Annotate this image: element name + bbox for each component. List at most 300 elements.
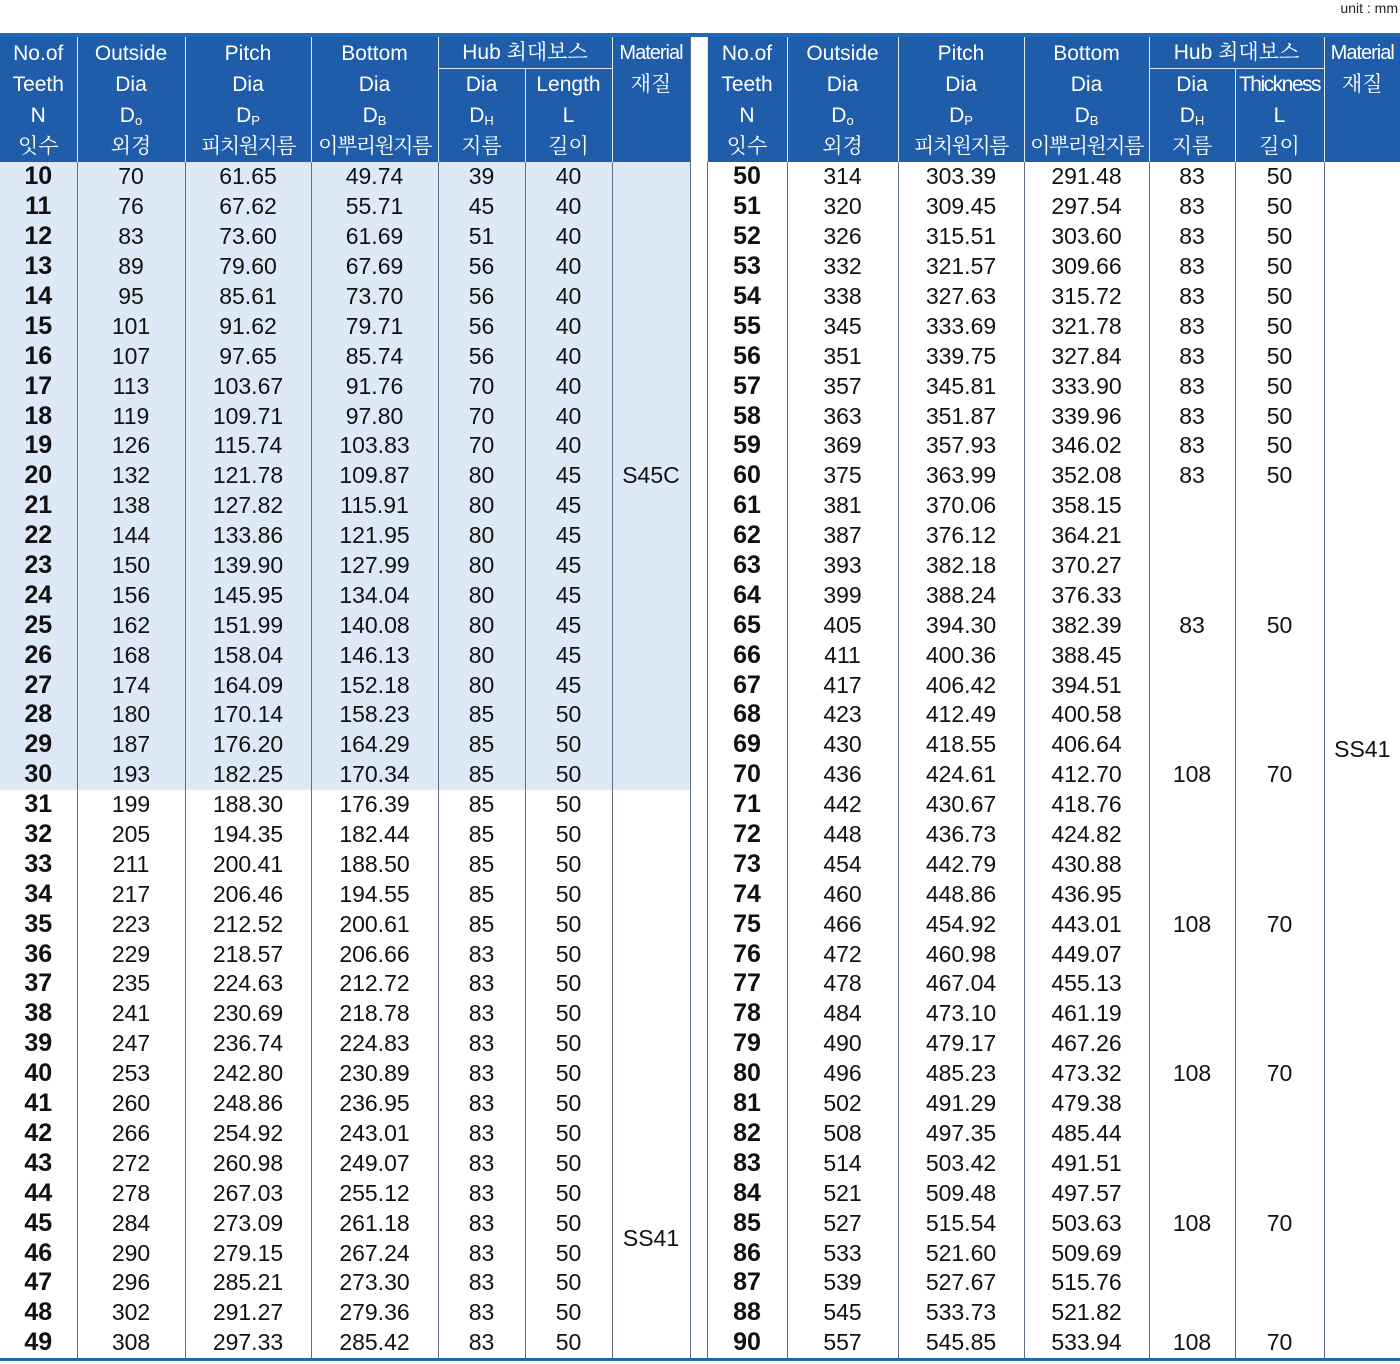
cell-outside-dia: 502 <box>787 1089 898 1119</box>
col-header-hub-right: Hub 최대보스 <box>1149 37 1324 69</box>
col-header-hub-dia-right: Dia $D_H$ 지름 <box>1149 69 1235 163</box>
cell-hub-length <box>1235 1268 1324 1298</box>
cell-teeth: 12 <box>0 222 77 252</box>
cell-hub-dia <box>1149 1089 1235 1119</box>
cell-bottom-dia: 230.89 <box>311 1059 438 1089</box>
cell-hub-length: 40 <box>525 162 612 192</box>
cell-outside-dia: 174 <box>77 670 185 700</box>
cell-outside-dia: 308 <box>77 1328 185 1358</box>
cell-hub-dia <box>1149 1298 1235 1328</box>
cell-teeth: 81 <box>707 1089 787 1119</box>
cell-outside-dia: 132 <box>77 461 185 491</box>
cell-pitch-dia: 315.51 <box>898 222 1024 252</box>
cell-outside-dia: 223 <box>77 909 185 939</box>
cell-hub-dia: 80 <box>438 461 525 491</box>
cell-teeth: 20 <box>0 461 77 491</box>
cell-bottom-dia: 406.64 <box>1024 730 1149 760</box>
cell-pitch-dia: 242.80 <box>185 1059 311 1089</box>
cell-outside-dia: 278 <box>77 1178 185 1208</box>
cell-outside-dia: 253 <box>77 1059 185 1089</box>
cell-hub-dia <box>1149 551 1235 581</box>
cell-hub-length: 45 <box>525 580 612 610</box>
material-cell: SS41 <box>1324 162 1400 1358</box>
col-header-teeth-right: No.of Teeth N 잇수 <box>707 37 787 162</box>
cell-pitch-dia: 430.67 <box>898 790 1024 820</box>
cell-outside-dia: 527 <box>787 1208 898 1238</box>
cell-bottom-dia: 509.69 <box>1024 1238 1149 1268</box>
cell-hub-dia: 80 <box>438 551 525 581</box>
cell-hub-length <box>1235 700 1324 730</box>
cell-teeth: 57 <box>707 371 787 401</box>
cell-hub-length <box>1235 1178 1324 1208</box>
cell-outside-dia: 454 <box>787 849 898 879</box>
cell-outside-dia: 460 <box>787 879 898 909</box>
cell-hub-length <box>1235 939 1324 969</box>
cell-hub-dia: 83 <box>438 1268 525 1298</box>
cell-bottom-dia: 370.27 <box>1024 551 1149 581</box>
cell-pitch-dia: 503.42 <box>898 1148 1024 1178</box>
cell-hub-dia: 83 <box>438 969 525 999</box>
cell-hub-dia: 56 <box>438 341 525 371</box>
cell-outside-dia: 514 <box>787 1148 898 1178</box>
cell-hub-length: 50 <box>1235 431 1324 461</box>
cell-pitch-dia: 109.71 <box>185 401 311 431</box>
cell-hub-length: 50 <box>525 999 612 1029</box>
cell-teeth: 25 <box>0 610 77 640</box>
cell-outside-dia: 417 <box>787 670 898 700</box>
cell-bottom-dia: 140.08 <box>311 610 438 640</box>
cell-teeth: 56 <box>707 341 787 371</box>
cell-pitch-dia: 73.60 <box>185 222 311 252</box>
cell-pitch-dia: 521.60 <box>898 1238 1024 1268</box>
cell-teeth: 37 <box>24 969 53 998</box>
cell-bottom-dia: 521.82 <box>1024 1298 1149 1328</box>
cell-outside-dia: 235 <box>77 969 185 999</box>
cell-hub-length: 40 <box>525 401 612 431</box>
cell-hub-length <box>1235 1238 1324 1268</box>
cell-hub-length: 70 <box>1235 1328 1324 1358</box>
cell-teeth: 80 <box>707 1059 787 1089</box>
cell-pitch-dia: 158.04 <box>185 640 311 670</box>
cell-outside-dia: 490 <box>787 1029 898 1059</box>
cell-outside-dia: 326 <box>787 222 898 252</box>
cell-outside-dia: 217 <box>77 879 185 909</box>
cell-bottom-dia: 455.13 <box>1024 969 1149 999</box>
cell-hub-length <box>1235 1148 1324 1178</box>
cell-hub-length <box>1235 820 1324 850</box>
cell-hub-dia: 83 <box>1149 192 1235 222</box>
cell-hub-dia: 70 <box>438 401 525 431</box>
cell-hub-dia: 56 <box>438 252 525 282</box>
cell-bottom-dia: 188.50 <box>311 849 438 879</box>
cell-hub-length <box>1235 969 1324 999</box>
cell-hub-length: 50 <box>525 849 612 879</box>
cell-hub-dia: 83 <box>438 1208 525 1238</box>
cell-bottom-dia: 400.58 <box>1024 700 1149 730</box>
cell-hub-length: 50 <box>525 700 612 730</box>
cell-outside-dia: 193 <box>77 760 185 790</box>
cell-pitch-dia: 376.12 <box>898 521 1024 551</box>
cell-hub-length: 50 <box>525 1268 612 1298</box>
cell-outside-dia: 496 <box>787 1059 898 1089</box>
cell-teeth: 31 <box>24 790 53 819</box>
cell-hub-length: 50 <box>1235 192 1324 222</box>
cell-outside-dia: 411 <box>787 640 898 670</box>
col-header-hub-thickness-right: Thickness L 길이 <box>1235 69 1324 163</box>
cell-bottom-dia: 352.08 <box>1024 461 1149 491</box>
cell-outside-dia: 332 <box>787 252 898 282</box>
cell-pitch-dia: 467.04 <box>898 969 1024 999</box>
cell-hub-dia: 56 <box>438 282 525 312</box>
cell-hub-dia: 108 <box>1149 760 1235 790</box>
cell-teeth: 84 <box>707 1178 787 1208</box>
cell-teeth: 18 <box>0 401 77 431</box>
cell-hub-dia: 85 <box>438 730 525 760</box>
cell-pitch-dia: 497.35 <box>898 1119 1024 1149</box>
cell-bottom-dia: 388.45 <box>1024 640 1149 670</box>
cell-hub-length: 50 <box>525 879 612 909</box>
cell-bottom-dia: 273.30 <box>311 1268 438 1298</box>
cell-hub-dia: 85 <box>438 700 525 730</box>
cell-outside-dia: 211 <box>77 849 185 879</box>
cell-teeth: 78 <box>707 999 787 1029</box>
cell-hub-dia: 80 <box>438 521 525 551</box>
cell-pitch-dia: 327.63 <box>898 282 1024 312</box>
cell-bottom-dia: 103.83 <box>311 431 438 461</box>
cell-pitch-dia: 339.75 <box>898 341 1024 371</box>
cell-hub-length: 45 <box>525 491 612 521</box>
cell-bottom-dia: 97.80 <box>311 401 438 431</box>
cell-hub-length <box>1235 521 1324 551</box>
cell-bottom-dia: 515.76 <box>1024 1268 1149 1298</box>
cell-outside-dia: 423 <box>787 700 898 730</box>
cell-teeth: 46 <box>24 1238 53 1267</box>
cell-bottom-dia: 364.21 <box>1024 521 1149 551</box>
cell-hub-dia: 85 <box>438 760 525 790</box>
cell-teeth: 71 <box>707 790 787 820</box>
cell-bottom-dia: 358.15 <box>1024 491 1149 521</box>
col-header-hub-length: Length L 길이 <box>525 69 612 163</box>
cell-pitch-dia: 291.27 <box>185 1298 311 1328</box>
cell-hub-dia: 83 <box>1149 252 1235 282</box>
cell-teeth: 61 <box>707 491 787 521</box>
cell-bottom-dia: 200.61 <box>311 909 438 939</box>
cell-bottom-dia: 279.36 <box>311 1298 438 1328</box>
cell-pitch-dia: 61.65 <box>185 162 311 192</box>
cell-hub-length: 50 <box>1235 401 1324 431</box>
cell-hub-dia <box>1149 939 1235 969</box>
col-header-material: Material 재질 <box>612 37 690 162</box>
cell-teeth: 36 <box>24 939 53 968</box>
cell-outside-dia: 89 <box>77 252 185 282</box>
cell-bottom-dia: 394.51 <box>1024 670 1149 700</box>
material-cell: SS41 <box>612 790 690 1358</box>
material-cell: S45C <box>612 162 690 790</box>
cell-hub-length: 40 <box>525 282 612 312</box>
table-body <box>0 162 1400 1358</box>
header-row <box>0 37 1400 69</box>
cell-pitch-dia: 400.36 <box>898 640 1024 670</box>
cell-hub-dia <box>1149 820 1235 850</box>
cell-hub-length: 50 <box>525 1238 612 1268</box>
cell-teeth: 40 <box>24 1059 53 1088</box>
col-header-outside-dia: Outside Dia $D_o$ 외경 <box>77 37 185 162</box>
cell-bottom-dia: 249.07 <box>311 1148 438 1178</box>
cell-bottom-dia: 430.88 <box>1024 849 1149 879</box>
cell-outside-dia: 442 <box>787 790 898 820</box>
cell-outside-dia: 387 <box>787 521 898 551</box>
cell-teeth: 76 <box>707 939 787 969</box>
cell-hub-dia: 83 <box>438 1059 525 1089</box>
cell-teeth: 10 <box>0 162 77 192</box>
cell-hub-length: 50 <box>1235 162 1324 192</box>
cell-outside-dia: 138 <box>77 491 185 521</box>
cell-pitch-dia: 460.98 <box>898 939 1024 969</box>
cell-teeth: 47 <box>24 1268 53 1297</box>
cell-bottom-dia: 297.54 <box>1024 192 1149 222</box>
col-header-hub: Hub 최대보스 <box>438 37 612 69</box>
cell-hub-dia <box>1149 849 1235 879</box>
cell-hub-dia: 80 <box>438 610 525 640</box>
cell-outside-dia: 241 <box>77 999 185 1029</box>
cell-teeth: 53 <box>707 252 787 282</box>
cell-teeth: 15 <box>0 311 77 341</box>
cell-hub-length: 50 <box>1235 341 1324 371</box>
cell-bottom-dia: 85.74 <box>311 341 438 371</box>
cell-pitch-dia: 200.41 <box>185 849 311 879</box>
cell-hub-dia <box>1149 999 1235 1029</box>
cell-teeth: 60 <box>707 461 787 491</box>
cell-bottom-dia: 79.71 <box>311 311 438 341</box>
cell-teeth: 49 <box>24 1328 53 1357</box>
cell-outside-dia: 113 <box>77 371 185 401</box>
cell-teeth: 41 <box>24 1089 53 1118</box>
cell-outside-dia: 168 <box>77 640 185 670</box>
cell-bottom-dia: 134.04 <box>311 580 438 610</box>
cell-teeth: 83 <box>707 1148 787 1178</box>
cell-pitch-dia: 406.42 <box>898 670 1024 700</box>
cell-hub-length: 50 <box>525 1298 612 1328</box>
col-header-pitch-dia-right: Pitch Dia $D_P$ 피치원지름 <box>898 37 1024 162</box>
cell-hub-length <box>1235 640 1324 670</box>
cell-teeth: 82 <box>707 1119 787 1149</box>
cell-hub-length: 70 <box>1235 1059 1324 1089</box>
cell-teeth: 86 <box>707 1238 787 1268</box>
cell-hub-dia: 85 <box>438 909 525 939</box>
cell-bottom-dia: 285.42 <box>311 1328 438 1358</box>
cell-outside-dia: 345 <box>787 311 898 341</box>
cell-hub-length: 70 <box>1235 1208 1324 1238</box>
cell-bottom-dia: 461.19 <box>1024 999 1149 1029</box>
cell-bottom-dia: 309.66 <box>1024 252 1149 282</box>
cell-bottom-dia: 236.95 <box>311 1089 438 1119</box>
cell-teeth: 85 <box>707 1208 787 1238</box>
cell-hub-dia: 85 <box>438 820 525 850</box>
cell-pitch-dia: 351.87 <box>898 401 1024 431</box>
cell-hub-length: 50 <box>1235 282 1324 312</box>
cell-bottom-dia: 152.18 <box>311 670 438 700</box>
col-header-bottom-dia: Bottom Dia $D_B$ 이뿌리원지름 <box>311 37 438 162</box>
cell-bottom-dia: 533.94 <box>1024 1328 1149 1358</box>
cell-hub-length <box>1235 999 1324 1029</box>
cell-hub-dia: 83 <box>1149 162 1235 192</box>
cell-hub-dia: 83 <box>438 1178 525 1208</box>
cell-teeth: 11 <box>0 192 77 222</box>
cell-hub-dia: 83 <box>1149 610 1235 640</box>
cell-hub-length: 50 <box>525 1208 612 1238</box>
cell-hub-dia: 80 <box>438 580 525 610</box>
cell-hub-dia <box>1149 730 1235 760</box>
cell-teeth: 33 <box>24 849 53 878</box>
cell-hub-length: 45 <box>525 551 612 581</box>
cell-teeth: 42 <box>24 1118 53 1147</box>
cell-hub-dia: 83 <box>1149 222 1235 252</box>
cell-teeth: 68 <box>707 700 787 730</box>
cell-teeth: 75 <box>707 909 787 939</box>
cell-bottom-dia: 436.95 <box>1024 879 1149 909</box>
cell-bottom-dia: 182.44 <box>311 820 438 850</box>
cell-pitch-dia: 218.57 <box>185 939 311 969</box>
cell-hub-dia: 70 <box>438 371 525 401</box>
cell-bottom-dia: 55.71 <box>311 192 438 222</box>
col-header-material-right: Material 재질 <box>1324 37 1400 162</box>
cell-teeth: 54 <box>707 282 787 312</box>
cell-outside-dia: 229 <box>77 939 185 969</box>
cell-pitch-dia: 479.17 <box>898 1029 1024 1059</box>
cell-hub-length <box>1235 1119 1324 1149</box>
cell-pitch-dia: 418.55 <box>898 730 1024 760</box>
cell-teeth: 55 <box>707 311 787 341</box>
cell-bottom-dia: 303.60 <box>1024 222 1149 252</box>
cell-teeth: 32 <box>24 820 53 849</box>
cell-pitch-dia: 370.06 <box>898 491 1024 521</box>
cell-outside-dia: 119 <box>77 401 185 431</box>
cell-teeth: 65 <box>707 610 787 640</box>
cell-pitch-dia: 97.65 <box>185 341 311 371</box>
cell-hub-dia: 83 <box>1149 461 1235 491</box>
cell-teeth: 45 <box>24 1208 53 1237</box>
cell-bottom-dia: 382.39 <box>1024 610 1149 640</box>
cell-hub-length: 50 <box>525 969 612 999</box>
cell-teeth: 16 <box>0 341 77 371</box>
sprocket-spec-table <box>0 37 1400 1358</box>
cell-teeth: 29 <box>0 730 77 760</box>
cell-bottom-dia: 497.57 <box>1024 1178 1149 1208</box>
cell-bottom-dia: 479.38 <box>1024 1089 1149 1119</box>
cell-hub-dia <box>1149 790 1235 820</box>
cell-teeth: 62 <box>707 521 787 551</box>
table-row <box>0 162 1400 192</box>
cell-outside-dia: 539 <box>787 1268 898 1298</box>
cell-pitch-dia: 103.67 <box>185 371 311 401</box>
cell-pitch-dia: 230.69 <box>185 999 311 1029</box>
cell-hub-dia: 83 <box>438 1298 525 1328</box>
cell-outside-dia: 375 <box>787 461 898 491</box>
cell-hub-length: 70 <box>1235 760 1324 790</box>
cell-bottom-dia: 491.51 <box>1024 1148 1149 1178</box>
cell-teeth: 44 <box>24 1178 53 1207</box>
cell-bottom-dia: 49.74 <box>311 162 438 192</box>
cell-hub-length: 45 <box>525 670 612 700</box>
cell-teeth: 26 <box>0 640 77 670</box>
cell-outside-dia: 448 <box>787 820 898 850</box>
cell-pitch-dia: 533.73 <box>898 1298 1024 1328</box>
cell-hub-dia: 83 <box>438 1089 525 1119</box>
cell-teeth: 24 <box>0 580 77 610</box>
cell-pitch-dia: 151.99 <box>185 610 311 640</box>
cell-hub-dia: 83 <box>438 1029 525 1059</box>
cell-pitch-dia: 194.35 <box>185 820 311 850</box>
cell-pitch-dia: 273.09 <box>185 1208 311 1238</box>
cell-bottom-dia: 109.87 <box>311 461 438 491</box>
cell-pitch-dia: 297.33 <box>185 1328 311 1358</box>
cell-bottom-dia: 327.84 <box>1024 341 1149 371</box>
cell-bottom-dia: 218.78 <box>311 999 438 1029</box>
column-gap <box>690 37 707 162</box>
cell-hub-dia <box>1149 1148 1235 1178</box>
cell-pitch-dia: 436.73 <box>898 820 1024 850</box>
col-header-hub-dia: Dia $D_H$ 지름 <box>438 69 525 163</box>
cell-pitch-dia: 388.24 <box>898 580 1024 610</box>
cell-pitch-dia: 345.81 <box>898 371 1024 401</box>
cell-pitch-dia: 224.63 <box>185 969 311 999</box>
cell-bottom-dia: 61.69 <box>311 222 438 252</box>
cell-pitch-dia: 188.30 <box>185 790 311 820</box>
cell-bottom-dia: 261.18 <box>311 1208 438 1238</box>
cell-pitch-dia: 254.92 <box>185 1119 311 1149</box>
cell-hub-length <box>1235 491 1324 521</box>
col-header-pitch-dia: Pitch Dia $D_P$ 피치원지름 <box>185 37 311 162</box>
cell-hub-dia <box>1149 1119 1235 1149</box>
cell-hub-length: 70 <box>1235 909 1324 939</box>
unit-label: unit : mm <box>1340 0 1398 16</box>
cell-pitch-dia: 236.74 <box>185 1029 311 1059</box>
cell-pitch-dia: 267.03 <box>185 1178 311 1208</box>
cell-outside-dia: 405 <box>787 610 898 640</box>
cell-outside-dia: 436 <box>787 760 898 790</box>
cell-hub-dia: 83 <box>1149 371 1235 401</box>
cell-outside-dia: 70 <box>77 162 185 192</box>
cell-bottom-dia: 424.82 <box>1024 820 1149 850</box>
cell-pitch-dia: 309.45 <box>898 192 1024 222</box>
cell-pitch-dia: 473.10 <box>898 999 1024 1029</box>
cell-teeth: 67 <box>707 670 787 700</box>
cell-teeth: 19 <box>0 431 77 461</box>
cell-outside-dia: 508 <box>787 1119 898 1149</box>
cell-hub-length: 50 <box>525 790 612 820</box>
cell-teeth: 23 <box>0 551 77 581</box>
cell-pitch-dia: 115.74 <box>185 431 311 461</box>
cell-hub-dia: 108 <box>1149 1059 1235 1089</box>
cell-hub-dia: 80 <box>438 491 525 521</box>
cell-hub-length: 45 <box>525 521 612 551</box>
cell-hub-length: 40 <box>525 341 612 371</box>
cell-pitch-dia: 67.62 <box>185 192 311 222</box>
cell-bottom-dia: 73.70 <box>311 282 438 312</box>
cell-teeth: 13 <box>0 252 77 282</box>
cell-pitch-dia: 212.52 <box>185 909 311 939</box>
cell-hub-length: 45 <box>525 610 612 640</box>
cell-hub-length: 50 <box>1235 222 1324 252</box>
cell-pitch-dia: 145.95 <box>185 580 311 610</box>
col-header-outside-dia-right: Outside Dia $D_o$ 외경 <box>787 37 898 162</box>
cell-pitch-dia: 321.57 <box>898 252 1024 282</box>
cell-hub-length <box>1235 879 1324 909</box>
cell-hub-length: 50 <box>525 820 612 850</box>
cell-outside-dia: 284 <box>77 1208 185 1238</box>
cell-hub-length <box>1235 580 1324 610</box>
cell-outside-dia: 314 <box>787 162 898 192</box>
